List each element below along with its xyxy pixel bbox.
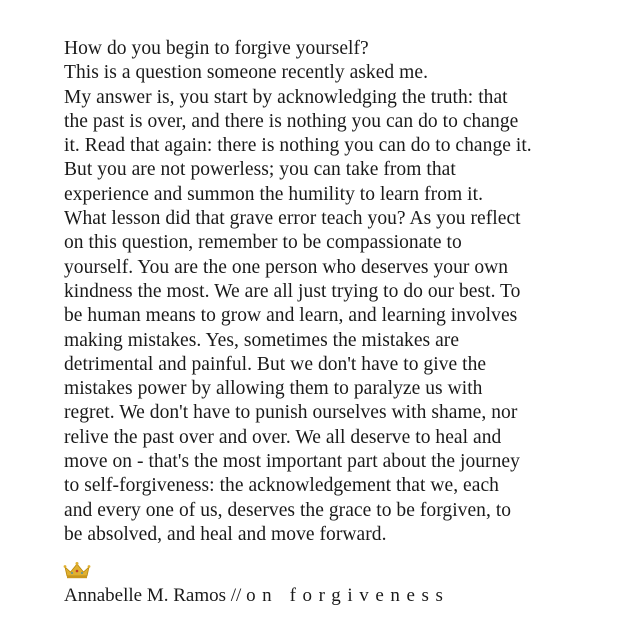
quote-line: My answer is, you start by acknowledging the truth: that <box>64 86 508 108</box>
quote-line: What lesson did that grave error teach you? As you reflect <box>64 208 521 230</box>
quote-text <box>64 37 624 547</box>
crown-icon <box>63 561 91 579</box>
quote-line: kindness the most. We are all just trying to do our best. To <box>64 280 521 302</box>
signature <box>64 584 449 608</box>
quote-line: be human means to grow and learn, and learning involves <box>64 305 518 327</box>
quote-line: detrimental and painful. But we don't have to give the <box>64 353 487 375</box>
signature-separator: // <box>226 585 247 606</box>
quote-line: the past is over, and there is nothing you can do to change <box>64 110 519 132</box>
quote-line: and every one of us, deserves the grace to be forgiven, to <box>64 499 512 521</box>
quote-line: to self-forgiveness: the acknowledgement that we, each <box>64 475 499 497</box>
quote-line: yourself. You are the one person who deserves your own <box>64 256 509 278</box>
quote-line: it. Read that again: there is nothing you can do to change it. <box>64 135 532 157</box>
quote-line: relive the past over and over. We all deserve to heal and <box>64 426 502 448</box>
quote-line: on this question, remember to be compassionate to <box>64 232 462 254</box>
quote-line: making mistakes. Yes, sometimes the mistakes are <box>64 329 460 351</box>
quote-line: But you are not powerless; you can take from that <box>64 159 456 181</box>
quote-line: move on - that's the most important part about the journey <box>64 451 520 473</box>
topic-label: on forgiveness <box>246 585 450 606</box>
author-name: Annabelle M. Ramos <box>64 585 227 606</box>
quote-line: regret. We don't have to punish ourselves with shame, nor <box>64 402 518 424</box>
quote-line: mistakes power by allowing them to paralyze us with <box>64 378 483 400</box>
quote-line: experience and summon the humility to learn from it. <box>64 183 484 205</box>
quote-line: How do you begin to forgive yourself? <box>64 38 369 59</box>
quote-line: be absolved, and heal and move forward. <box>64 523 387 545</box>
quote-line: This is a question someone recently asked me. <box>64 62 428 84</box>
